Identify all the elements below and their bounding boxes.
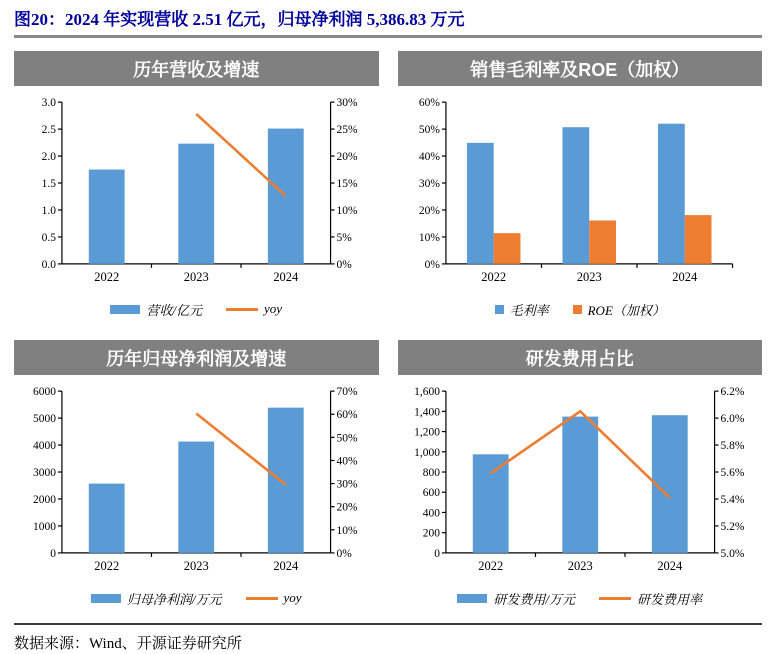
svg-text:20%: 20% xyxy=(336,501,358,514)
svg-text:2023: 2023 xyxy=(183,269,209,284)
svg-text:1,400: 1,400 xyxy=(413,406,440,419)
legend-item-net-profit xyxy=(91,589,222,608)
net-profit-chart-title: 历年归母净利润及增速 xyxy=(106,348,287,369)
rd-expense-chart xyxy=(398,381,763,585)
panel-margin-roe xyxy=(398,51,763,320)
svg-text:40%: 40% xyxy=(418,151,440,164)
svg-text:0.5: 0.5 xyxy=(41,231,56,244)
legend-item-gross-margin xyxy=(495,300,549,319)
svg-text:2024: 2024 xyxy=(273,558,299,573)
legend-item-rd-expense xyxy=(457,589,575,608)
svg-text:0.0: 0.0 xyxy=(41,258,56,271)
svg-text:5%: 5% xyxy=(336,231,352,244)
legend-item-roe xyxy=(573,300,665,319)
legend-label-roe: ROE（加权） xyxy=(587,302,665,318)
svg-text:2022: 2022 xyxy=(94,558,120,573)
svg-text:5.2%: 5.2% xyxy=(720,520,744,533)
svg-text:400: 400 xyxy=(422,507,440,520)
svg-text:15%: 15% xyxy=(336,178,358,191)
legend-label-np-yoy: yoy xyxy=(283,590,302,605)
revenue-chart-title: 历年营收及增速 xyxy=(133,59,260,80)
svg-text:2023: 2023 xyxy=(567,558,593,573)
figure-title: 图20：2024 年实现营收 2.51 亿元，归母净利润 5,386.83 万元 xyxy=(14,10,465,29)
legend-item-yoy xyxy=(226,301,282,317)
svg-text:1000: 1000 xyxy=(33,520,56,533)
svg-text:2.0: 2.0 xyxy=(41,151,56,164)
svg-text:60%: 60% xyxy=(336,409,358,422)
svg-text:25%: 25% xyxy=(336,124,358,137)
net-profit-chart-title-bar xyxy=(14,340,379,375)
net-profit-bar-swatch xyxy=(91,594,121,603)
svg-text:0%: 0% xyxy=(336,547,352,560)
panel-rd-expense xyxy=(398,340,763,609)
revenue-chart-legend xyxy=(14,298,379,320)
svg-text:3.0: 3.0 xyxy=(41,97,56,110)
svg-text:20%: 20% xyxy=(336,151,358,164)
rd-chart-legend xyxy=(398,587,763,609)
legend-label-rd-expense: 研发费用/万元 xyxy=(493,591,576,607)
svg-text:0: 0 xyxy=(50,547,56,560)
svg-text:1,200: 1,200 xyxy=(413,426,440,439)
legend-label-rd-ratio: 研发费用率 xyxy=(637,591,703,607)
svg-text:2024: 2024 xyxy=(273,269,299,284)
legend-item-revenue xyxy=(110,300,202,319)
np-yoy-line-swatch xyxy=(246,597,278,600)
margin-roe-chart-legend xyxy=(398,298,763,320)
rd-expense-bar-swatch xyxy=(457,594,487,603)
roe-square-swatch xyxy=(573,305,582,314)
svg-text:2022: 2022 xyxy=(477,558,503,573)
svg-text:30%: 30% xyxy=(336,478,358,491)
title-divider xyxy=(14,35,762,38)
svg-text:0%: 0% xyxy=(424,258,440,271)
data-source: 数据来源：Wind、开源证券研究所 xyxy=(14,636,242,652)
gross-margin-square-swatch xyxy=(495,305,504,314)
svg-text:1,600: 1,600 xyxy=(413,386,440,399)
revenue-chart-title-bar xyxy=(14,51,379,86)
svg-text:6000: 6000 xyxy=(33,386,56,399)
svg-text:200: 200 xyxy=(422,527,440,540)
svg-text:40%: 40% xyxy=(336,455,358,468)
svg-text:2000: 2000 xyxy=(33,493,56,506)
panel-net-profit-growth xyxy=(14,340,379,609)
net-profit-growth-chart xyxy=(14,381,379,585)
svg-text:6.2%: 6.2% xyxy=(720,386,744,399)
svg-text:5000: 5000 xyxy=(33,413,56,426)
svg-text:30%: 30% xyxy=(336,97,358,110)
svg-text:5.4%: 5.4% xyxy=(720,493,744,506)
svg-text:3000: 3000 xyxy=(33,467,56,480)
margin-roe-chart-title: 销售毛利率及ROE（加权） xyxy=(470,59,690,80)
svg-text:5.6%: 5.6% xyxy=(720,467,744,480)
legend-item-rd-ratio xyxy=(599,589,702,608)
yoy-line-swatch xyxy=(226,308,258,311)
revenue-growth-chart xyxy=(14,92,379,296)
svg-text:20%: 20% xyxy=(418,204,440,217)
svg-text:0: 0 xyxy=(433,547,440,560)
svg-text:1,000: 1,000 xyxy=(413,446,440,459)
margin-roe-chart-title-bar xyxy=(398,51,763,86)
svg-text:50%: 50% xyxy=(336,432,358,445)
margin-roe-chart xyxy=(398,92,763,296)
svg-text:6.0%: 6.0% xyxy=(720,413,744,426)
svg-text:2023: 2023 xyxy=(183,558,209,573)
svg-text:50%: 50% xyxy=(418,124,440,137)
svg-text:800: 800 xyxy=(422,467,440,480)
svg-text:2.5: 2.5 xyxy=(41,124,56,137)
svg-text:30%: 30% xyxy=(418,178,440,191)
svg-text:1.0: 1.0 xyxy=(41,204,56,217)
svg-text:70%: 70% xyxy=(336,386,358,399)
svg-text:600: 600 xyxy=(422,487,440,500)
svg-text:5.8%: 5.8% xyxy=(720,440,744,453)
svg-text:1.5: 1.5 xyxy=(41,178,56,191)
svg-text:2024: 2024 xyxy=(656,558,682,573)
net-profit-chart-legend xyxy=(14,587,379,609)
legend-label-revenue: 营收/亿元 xyxy=(146,302,203,318)
rd-chart-title-bar xyxy=(398,340,763,375)
svg-text:2024: 2024 xyxy=(671,269,697,284)
svg-text:5.0%: 5.0% xyxy=(720,547,744,560)
rd-chart-title: 研发费用占比 xyxy=(525,348,634,369)
svg-text:10%: 10% xyxy=(418,231,440,244)
panel-revenue-growth xyxy=(14,51,379,320)
svg-text:60%: 60% xyxy=(418,97,440,110)
svg-text:10%: 10% xyxy=(336,524,358,537)
svg-text:2022: 2022 xyxy=(94,269,120,284)
rd-ratio-line-swatch xyxy=(599,597,631,600)
svg-text:2022: 2022 xyxy=(480,269,506,284)
svg-text:10%: 10% xyxy=(336,204,358,217)
svg-text:0%: 0% xyxy=(336,258,352,271)
legend-label-gross-margin: 毛利率 xyxy=(509,302,549,318)
charts-grid xyxy=(14,51,762,609)
svg-text:4000: 4000 xyxy=(33,440,56,453)
svg-text:2023: 2023 xyxy=(576,269,602,284)
legend-label-yoy: yoy xyxy=(264,301,283,316)
legend-label-net-profit: 归母净利润/万元 xyxy=(126,591,222,607)
revenue-bar-swatch xyxy=(110,305,140,314)
legend-item-np-yoy xyxy=(246,590,302,606)
